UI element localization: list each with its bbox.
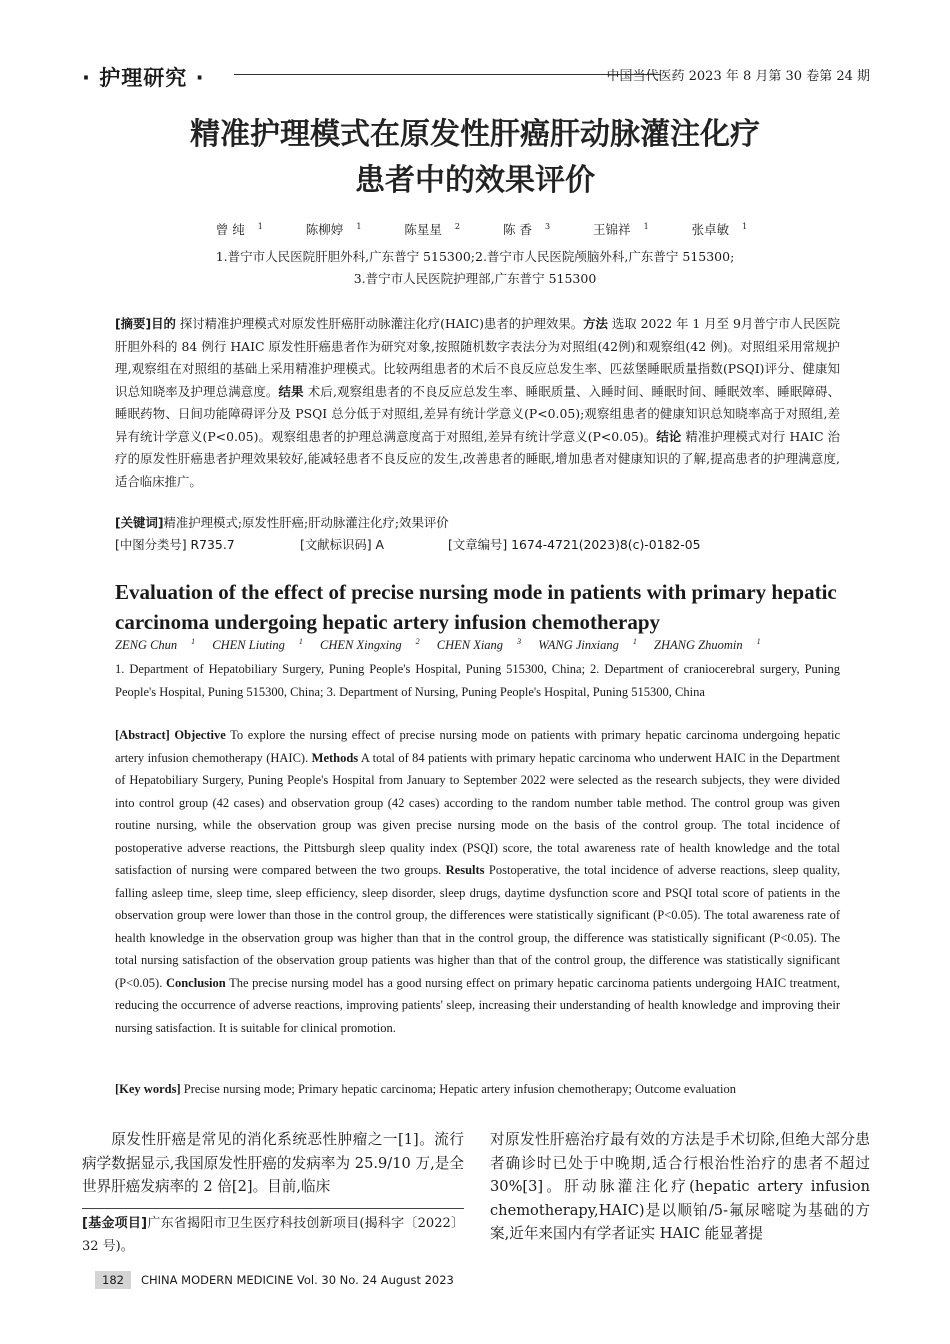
author-affil-ref: 1 bbox=[643, 221, 649, 231]
funding-text: 广东省揭阳市卫生医疗科技创新项目(揭科字〔2022〕32 号)。 bbox=[82, 1216, 464, 1254]
author-affil-ref: 3 bbox=[544, 221, 551, 231]
author-en bbox=[212, 638, 303, 652]
title-line-1: 精准护理模式在原发性肝癌肝动脉灌注化疗 bbox=[190, 117, 760, 152]
results-label: 结果 bbox=[278, 383, 304, 399]
author bbox=[679, 222, 748, 237]
title-line-2: 患者中的效果评价 bbox=[355, 163, 595, 198]
page-number: 182 bbox=[95, 1271, 131, 1289]
affiliation-line: 3.普宁市人民医院护理部,广东普宁 515300 bbox=[353, 271, 597, 286]
author-name: 陈柳婷 bbox=[305, 222, 344, 237]
conclusion-label: 结论 bbox=[656, 428, 682, 444]
keywords-en bbox=[115, 1082, 875, 1097]
author-name: 陈星星 bbox=[404, 222, 442, 237]
abstract-label: [摘要] bbox=[115, 316, 152, 331]
objective-label: 目的 bbox=[151, 316, 176, 331]
article-number: [文章编号] 1674-4721(2023)8(c)-0182-05 bbox=[448, 537, 701, 552]
author-affil-ref: 2 bbox=[454, 221, 460, 231]
results-en-label: Results bbox=[445, 863, 485, 877]
body-paragraph: 对原发性肝癌治疗最有效的方法是手术切除,但绝大部分患者确诊时已处于中晚期,适合行根治性治疗的患者不超过 30%[3]。肝动脉灌注化疗(hepatic artery infusion chemotherapy,HAIC)是以顺铂/5-氟尿嘧啶为基础的方案,近年来国内有学者证实 HAIC 能显著提 bbox=[490, 1131, 870, 1242]
author-en bbox=[320, 638, 420, 652]
author-en bbox=[437, 638, 521, 652]
author-en-name: WANG Jinxiang bbox=[538, 638, 619, 653]
methods-en-text: A total of 84 patients with primary hepatic carcinoma who underwent HAIC in the Department of Hepatobiliary Surgery, Puning People's Hospital from January to September 2022 were selected as the research subjects, they were divided into control group (42 cases) and observation group (42 cases) according to the random number table method. The control group was given routine nursing, while the observation group was given precise nursing mode on the basis of the control group. The total incidence of postoperative adverse reactions, the Pittsburgh sleep quality index (PSQI) score, the total awareness rate of health knowledge and the total satisfaction of nursing were compared between the two groups. bbox=[115, 750, 840, 877]
body-column-left bbox=[82, 1128, 464, 1199]
author-name: 曾 纯 bbox=[215, 222, 245, 237]
keywords-label: [关键词] bbox=[115, 515, 164, 530]
header-rule bbox=[234, 74, 661, 75]
keywords-text: 精准护理模式;原发性肝癌;肝动脉灌注化疗;效果评价 bbox=[163, 515, 449, 530]
keywords-en-label: [Key words] bbox=[115, 1082, 181, 1096]
author-en-name: CHEN Xiang bbox=[436, 638, 504, 653]
english-author-list bbox=[115, 637, 775, 653]
body-paragraph: 原发性肝癌是常见的消化系统恶性肿瘤之一[1]。流行病学数据显示,我国原发性肝癌的发病率为 25.9/10 万,是全世界肝癌发病率的 2 倍[2]。目前,临床 bbox=[82, 1131, 464, 1195]
author-list bbox=[0, 220, 950, 238]
abstract-en-label: [Abstract] bbox=[115, 728, 170, 742]
journal-info: 中国当代医药 2023 年 8 月第 30 卷第 24 期 bbox=[606, 69, 870, 84]
body-column-right bbox=[490, 1128, 870, 1246]
abstract-en bbox=[115, 724, 840, 1039]
conclusion-en-text: The precise nursing model has a good nursing effect on primary hepatic carcinoma patients undergoing HAIC treatment, reducing the occurrence of adverse reactions, improving patients' sleep, increasing their understanding of health knowledge and improving their nursing satisfaction. It is suitable for clinical promotion. bbox=[115, 975, 840, 1035]
abstract-cn bbox=[115, 313, 840, 493]
keywords-en-text: Precise nursing mode; Primary hepatic carcinoma; Hepatic artery infusion chemotherapy; Outcome evaluation bbox=[180, 1082, 736, 1096]
author-en-name: CHEN Xingxing bbox=[320, 638, 402, 653]
author-affil-ref: 1 bbox=[298, 637, 303, 646]
affiliation-line: 1.普宁市人民医院肝胆外科,广东普宁 515300;2.普宁市人民医院颅脑外科,广东普宁 515300; bbox=[215, 249, 735, 264]
english-title: Evaluation of the effect of precise nursing mode in patients with primary hepatic carcinoma undergoing hepatic artery infusion chemotherapy bbox=[115, 580, 837, 634]
author-en-name: CHEN Liuting bbox=[212, 638, 285, 653]
results-en-text: Postoperative, the total incidence of adverse reactions, sleep quality, falling asleep time, sleep time, sleep efficiency, sleep disorder, sleep drugs, daytime dysfunction score and PSQI total score of patients in the observation group were lower than those in the control group, the differences were statistically significant (P<0.05). The total awareness rate of health knowledge in the observation group was higher than that in the control group, the difference was statistically significant (P<0.05). The total nursing satisfaction of the observation group patients was higher than that of the control group, the difference was statistically significant (P<0.05). bbox=[115, 863, 840, 990]
author-name: 陈 香 bbox=[502, 222, 532, 237]
objective-en-label: Objective bbox=[174, 728, 226, 742]
author bbox=[580, 222, 649, 237]
methods-label: 方法 bbox=[583, 316, 608, 331]
section-tag: · 护理研究 · bbox=[82, 66, 205, 90]
methods-en-label: Methods bbox=[311, 750, 359, 765]
results-text: 术后,观察组患者的不良反应总发生率、睡眠质量、入睡时间、睡眠时间、睡眠效率、睡眠障碍、睡眠药物、日间功能障碍评分及 PSQI 总分低于对照组,差异有统计学意义(P<0.05);观察组患者的健康知识总知晓率高于对照组,差异有统计学意义(P<0.05)。观察组患者的护理总满意度高于对照组,差异有统计学意义(P<0.05)。 bbox=[115, 383, 840, 444]
author-affil-ref: 2 bbox=[415, 637, 420, 646]
article-title bbox=[0, 112, 950, 204]
conclusion-en-label: Conclusion bbox=[165, 975, 226, 990]
author-en-name: ZENG Chun bbox=[115, 638, 178, 653]
author-en-name: ZHANG Zhuomin bbox=[654, 638, 743, 653]
objective-en-text: To explore the nursing effect of precise nursing mode on patients with primary hepatic carcinoma undergoing hepatic artery infusion chemotherapy (HAIC). bbox=[115, 728, 840, 765]
footnote-rule bbox=[82, 1208, 464, 1209]
author-affil-ref: 1 bbox=[632, 637, 637, 646]
author bbox=[391, 222, 460, 237]
author-en bbox=[115, 638, 195, 652]
affiliations bbox=[0, 246, 950, 290]
author-affil-ref: 1 bbox=[356, 221, 362, 231]
funding-note bbox=[82, 1212, 464, 1258]
funding-label: [基金项目] bbox=[82, 1216, 148, 1231]
author-affil-ref: 1 bbox=[742, 221, 748, 231]
author bbox=[203, 222, 263, 237]
english-affiliations: 1. Department of Hepatobiliary Surgery, Puning People's Hospital, Puning 515300, China; 2. Department of craniocerebral surgery, Puning People's Hospital, Puning 515300, China; 3. Department of Nursing, Puning People's Hospital, Puning 515300, China bbox=[115, 662, 840, 699]
keywords-cn bbox=[115, 513, 449, 531]
page-footer bbox=[95, 1271, 454, 1289]
methods-text: 选取 2022 年 1 月至 9月普宁市人民医院肝胆外科的 84 例行 HAIC 原发性肝癌患者作为研究对象,按照随机数字表法分为对照组(42例)和观察组(42 例)。对照组采用常规护理,观察组在对照组的基础上采用精准护理模式。比较两组患者的术后不良反应总发生率、匹兹堡睡眠质量指数(PSQI)评分、健康知识总知晓率及护理总满意度。 bbox=[115, 316, 841, 399]
author-affil-ref: 1 bbox=[191, 637, 196, 646]
objective-text: 探讨精准护理模式对原发性肝癌肝动脉灌注化疗(HAIC)患者的护理效果。 bbox=[175, 316, 584, 331]
document-code: [文献标识码] A bbox=[300, 537, 385, 552]
author-en bbox=[538, 638, 637, 652]
author bbox=[490, 222, 550, 237]
conclusion-text: 精准护理模式对行 HAIC 治疗的原发性肝癌患者护理效果较好,能减轻患者不良反应的发生,改善患者的睡眠,增加患者对健康知识的了解,提高患者的护理满意度,适合临床推广。 bbox=[115, 428, 841, 489]
footer-journal: CHINA MODERN MEDICINE Vol. 30 No. 24 August 2023 bbox=[140, 1273, 454, 1287]
author-en bbox=[654, 638, 761, 652]
author-affil-ref: 1 bbox=[756, 637, 761, 646]
author-name: 张卓敏 bbox=[691, 222, 730, 237]
author bbox=[293, 222, 362, 237]
author-affil-ref: 1 bbox=[257, 221, 263, 231]
author-affil-ref: 3 bbox=[517, 637, 522, 646]
author-name: 王锦祥 bbox=[593, 222, 631, 237]
running-header bbox=[82, 62, 882, 88]
clc-number: [中图分类号] R735.7 bbox=[115, 537, 235, 552]
